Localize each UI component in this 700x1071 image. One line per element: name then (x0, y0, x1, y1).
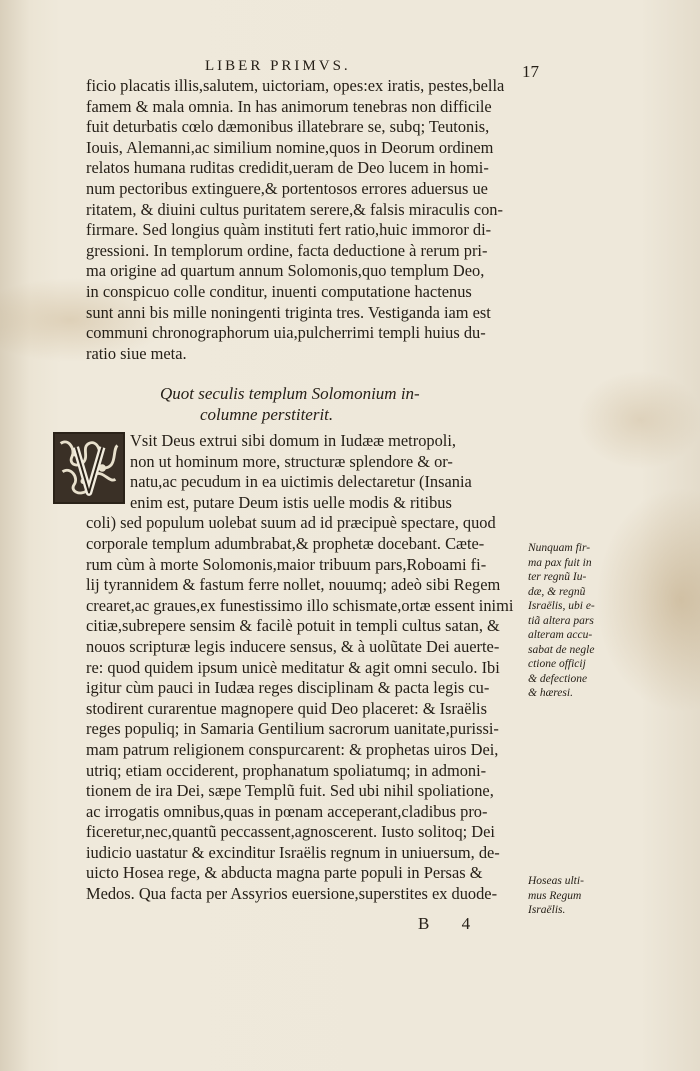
text-line: firmare. Sed longius quàm instituti fert ratio,huic immoror di- (86, 220, 492, 240)
text-line: communi chronographorum uia,pulcherrimi templi huius du- (86, 323, 486, 343)
text-line: crearet,ac graues,ex funestissimo illo schismate,ortæ essent inimi (86, 595, 514, 615)
margin-note-line: & hæresi. (528, 687, 573, 699)
margin-note-line: & defectione (528, 672, 588, 685)
margin-note-line: ctione officij (528, 658, 586, 670)
text-line: sunt anni bis mille noningenti triginta tres. Vestiganda iam est (86, 302, 491, 322)
text-line: nouos scripturæ legis inducere sensus, & à uolũtate Dei auerte- (86, 636, 500, 656)
text-line: in conspicuo colle conditur, inuenti computatione hactenus (86, 281, 472, 301)
paragraph-main (86, 431, 540, 905)
text-line: ritatem, & diuini cultus puritatem serere,& falsis miraculis con- (86, 199, 503, 219)
section-heading (160, 383, 460, 425)
text-line: iudicio uastatur & excinditur Israëlis regnum in uniuersum, de- (86, 842, 500, 862)
text-line: utriq; etiam occiderent, prophanatum spoliatumq; in admoni- (86, 760, 487, 780)
text-line: famem & mala omnia. In has animorum tenebras non difficile (86, 96, 492, 116)
text-line: rum cùm à morte Solomonis,maior tribuum pars,Roboami fi- (86, 554, 487, 574)
text-line: Medos. Qua facta per Assyrios euersione,superstites ex duode- (86, 884, 498, 904)
text-line: ma origine ad quartum annum Solomonis,quo templum Deo, (86, 261, 485, 281)
heading-line: columne perstiterit. (200, 405, 334, 424)
signature-mark: B 4 (418, 914, 485, 933)
text-line: num pectoribus extinguere,& portentosos errores aduersus ue (86, 178, 488, 198)
text-line: Vsit Deus extrui sibi domum in Iudææ metropoli, (130, 431, 456, 450)
margin-note-line: sabat de negle (528, 643, 595, 656)
text-line: relatos humana ruditas credidit,ueram de Deo lucem in homi- (86, 158, 489, 178)
text-line: ficio placatis illis,salutem, uictoriam, opes:ex iratis, pestes,bella (86, 76, 505, 95)
text-line: ratio siue meta. (86, 343, 187, 363)
text-line: non ut hominum more, structuræ splendore & or- (130, 451, 453, 471)
running-head: LIBER PRIMVS. (205, 58, 351, 74)
text-line: uicto Hosea rege, & abducta magna parte populi in Persas & (86, 863, 483, 883)
text-line: gressioni. In templorum ordine, facta deductione à rerum pri- (86, 240, 488, 260)
margin-note (528, 541, 608, 701)
text-line: corporale templum adumbrabat,& prophetæ docebant. Cæte- (86, 533, 485, 553)
text-line: fuit deturbatis cœlo dæmonibus illatebrare se, subq; Teutonis, (86, 117, 490, 137)
text-line: enim est, putare Deum istis uelle modis & ritibus (130, 492, 452, 512)
margin-note-line: Israëlis, ubi e- (528, 600, 595, 612)
margin-note-line: ter regnũ Iu- (528, 571, 587, 583)
text-line: ac irrogatis omnibus,quas in pœnam acceperant,cladibus pro- (86, 801, 488, 821)
text-line: ficeretur,nec,quantũ peccassent,agnoscerent. Iusto solitoq; Dei (86, 822, 495, 842)
text-line: reges populiq; in Samaria Gentilium sacrorum uanitate,purissi- (86, 719, 499, 739)
text-line: re: quod quidem ipsum unicè meditatur & agit omni seculo. Ibi (86, 657, 500, 677)
text-line: citiæ,subrepere sensim & facilè potuit in templi cultus satan, & (86, 616, 500, 636)
margin-note-line: alteram accu- (528, 629, 593, 641)
margin-note-line: dæ, & regnũ (528, 585, 586, 598)
text-line: natu,ac pecudum in ea uictimis delectaretur (Insania (130, 472, 472, 492)
text-line: mam patrum religionem conspurcarent: & prophetas uiros Dei, (86, 739, 499, 759)
margin-note-line: ma pax fuit in (528, 556, 592, 569)
page-number: 17 (522, 62, 539, 81)
text-line: Iouis, Alemanni,ac similium nomine,quos in Deorum ordinem (86, 137, 494, 157)
text-line: lij tyrannidem & fastum ferre nollet, nouumq; adeò sibi Regem (86, 575, 501, 595)
text-line: stodirent curarentue magnopere quid Deo placeret: & Israëlis (86, 698, 487, 718)
text-line: tionem de ira Dei, sæpe Templũ fuit. Sed ubi nihil spoliatione, (86, 781, 494, 801)
margin-note-line: mus Regum (528, 889, 582, 902)
margin-note-line: Hoseas ulti- (528, 875, 584, 887)
margin-note-line: Israëlis. (528, 904, 566, 916)
paragraph-top (86, 76, 540, 364)
text-line: coli) sed populum uolebat suum ad id præcipuè spectare, quod (86, 513, 496, 533)
text-line: igitur cùm pauci in Iudæa reges disciplinam & pacta legis cu- (86, 678, 490, 698)
margin-note (528, 874, 608, 918)
heading-line: Quot seculis templum Solomonium in- (160, 384, 420, 403)
margin-note-line: Nunquam fir- (528, 542, 591, 554)
margin-note-line: tiã altera pars (528, 614, 594, 627)
